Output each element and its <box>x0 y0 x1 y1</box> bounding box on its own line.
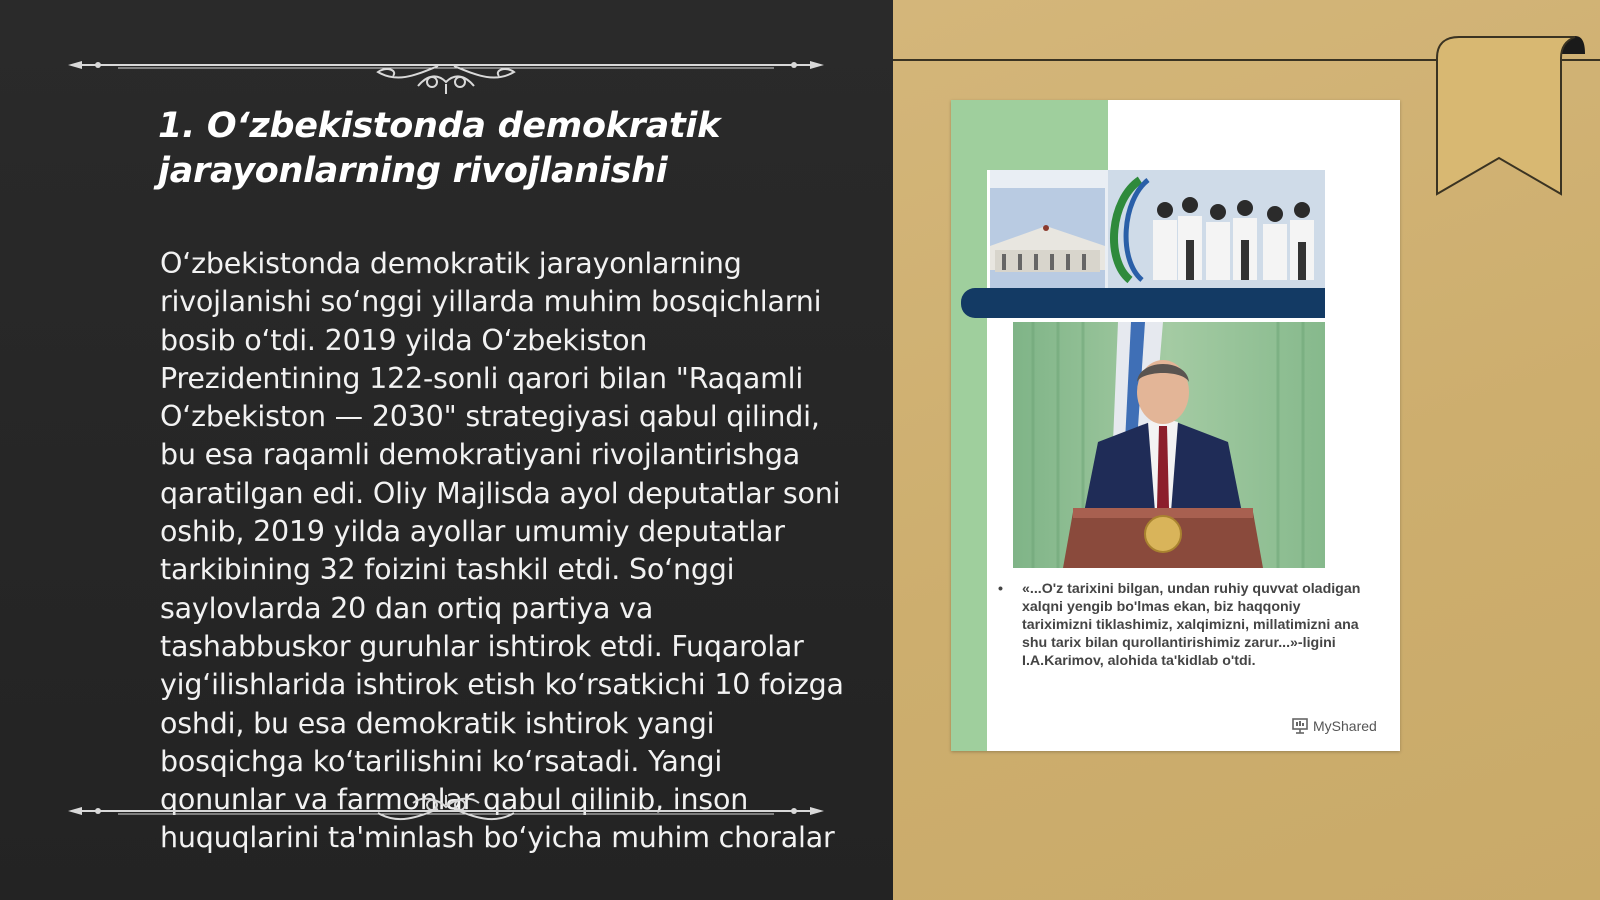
card-green-block <box>951 100 1108 170</box>
president-photo <box>1013 322 1325 568</box>
myshared-logo-icon <box>1291 717 1309 735</box>
card-green-strip <box>951 100 987 751</box>
bookmark-ribbon-icon <box>1435 34 1585 199</box>
students-photo <box>990 170 1325 288</box>
slide-title: 1. O‘zbekistonda demokratik jarayonlarning rivojlanishi <box>158 106 721 191</box>
card-blue-bar <box>961 288 1325 318</box>
bottom-ornament-divider <box>68 795 824 845</box>
slide-body-text: O‘zbekistonda demokratik jarayonlarning rivojlanishi so‘nggi yillarda muhim bosqichlarni bosib o‘tdi. 2019 yilda O‘zbekiston Prezidentining 122-sonli qarori bilan "Raqamli O‘zbekiston — 2030" strategiyasi qabul qilindi, bu esa raqamli demokratiyani rivojlantirishga qaratilgan edi. Oliy Majlisda ayol deputatlar soni oshib, 2019 yilda ayollar umumiy deputatlar tarkibining 32 foizini tashkil etdi. So‘nggi saylovlarda 20 dan ortiq partiya va tashabbuskor guruhlar ishtirok etdi. Fuqarolar yig‘ilishlarida ishtirok etish ko‘rsatkichi 10 foizga oshdi, bu esa demokratik ishtirok yangi bosqichga ko‘tarilishini ko‘rsatadi. Yangi qonunlar va farmonlar qabul qilinib, inson huquqlarini ta'minlash bo‘yicha muhim choralar <box>160 247 844 855</box>
quote-text: «...O'z tarixini bilgan, undan ruhiy quvvat oladigan xalqni yengib bo'lmas ekan, biz haqqoniy tariximizni tiklashimiz, xalqimizni, millatimizni ana shu tarix bilan qurollantirishimiz zarur...»-ligini I.A.Karimov, alohida ta'kidlab o'tdi. <box>1022 581 1361 669</box>
watermark-label: MyShared <box>1313 718 1377 734</box>
top-ornament-divider <box>68 44 824 94</box>
quote-bullet: • <box>998 581 1003 597</box>
quote-block <box>998 580 1368 670</box>
watermark <box>1291 716 1377 736</box>
image-card <box>951 100 1400 751</box>
